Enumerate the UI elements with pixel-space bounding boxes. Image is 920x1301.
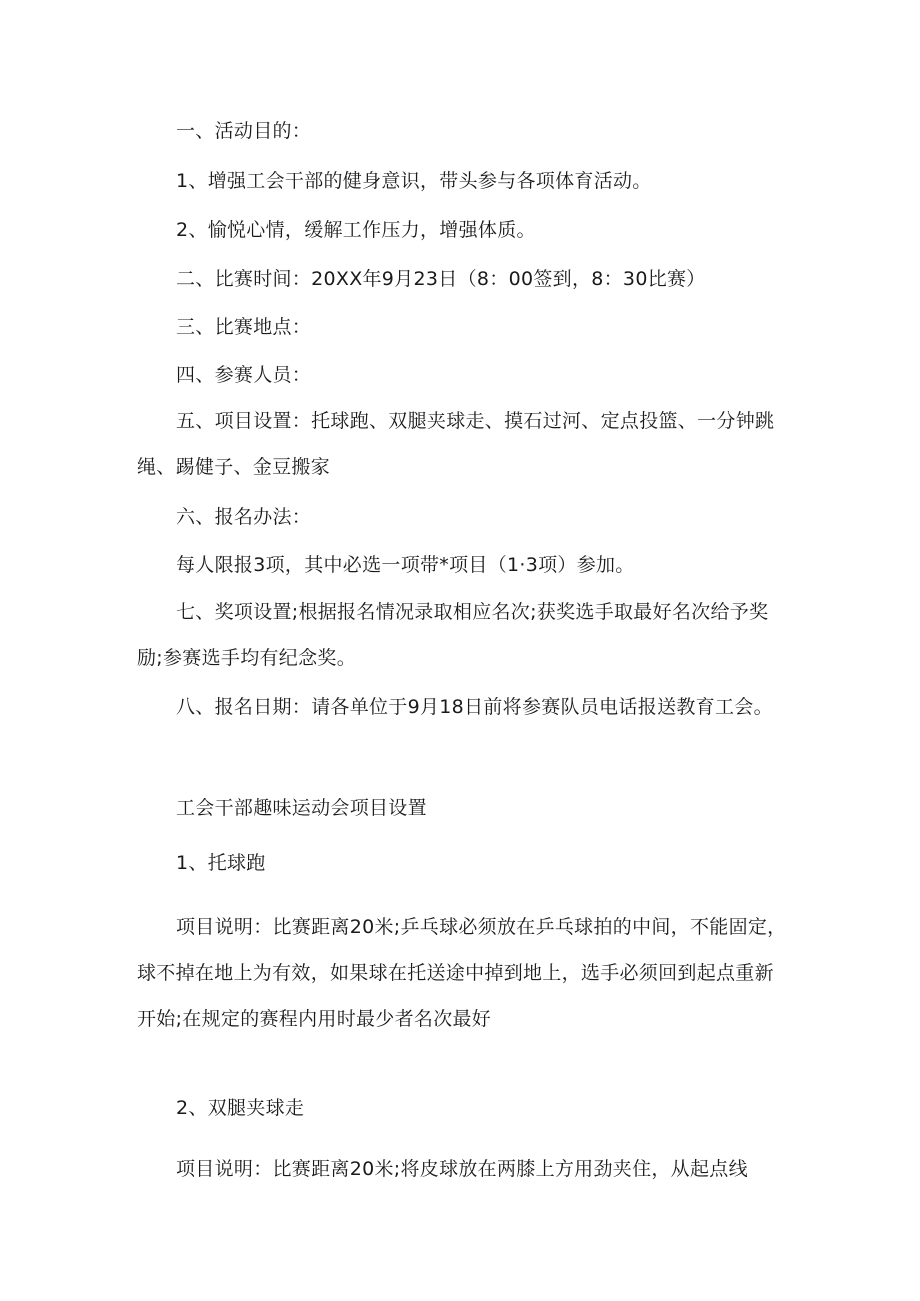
registration-rule: 每人限报3项，其中必选一项带*项目（1·3项）参加。 [176,554,635,576]
section-heading-purpose: 一、活动目的： [176,120,312,142]
purpose-item-2: 2、愉悦心情，缓解工作压力，增强体质。 [176,219,536,241]
event-description-1: 项目说明：比赛距离20米;乒乓球必须放在乒乓球拍的中间，不能固定，球不掉在地上为有效，如果球在托送途中掉到地上，选手必须回到起点重新开始;在规定的赛程内用时最少者名次最好 [137,916,787,1030]
section-heading-participants: 四、参赛人员： [176,364,312,386]
section-heading-location: 三、比赛地点： [176,316,312,338]
section-heading-registration: 六、报名办法： [176,506,312,528]
events-subtitle: 工会干部趣味运动会项目设置 [176,797,427,819]
purpose-item-1: 1、增强工会干部的健身意识，带头参与各项体育活动。 [176,170,652,192]
event-heading-2: 2、双腿夹球走 [176,1097,305,1119]
section-heading-deadline: 八、报名日期：请各单位于9月18日前将参赛队员电话报送教育工会。 [176,696,773,718]
event-description-2: 项目说明：比赛距离20米;将皮球放在两膝上方用劲夹住，从起点线 [176,1158,748,1180]
event-heading-1: 1、托球跑 [176,852,266,874]
section-heading-time: 二、比赛时间：20XX年9月23日（8：00签到，8：30比赛） [176,268,706,290]
section-heading-awards: 七、奖项设置;根据报名情况录取相应名次;获奖选手取最好名次给予奖励;参赛选手均有纪念奖。 [137,601,769,669]
section-heading-events: 五、项目设置：托球跑、双腿夹球走、摸石过河、定点投篮、一分钟跳绳、踢健子、金豆搬家 [137,410,775,478]
